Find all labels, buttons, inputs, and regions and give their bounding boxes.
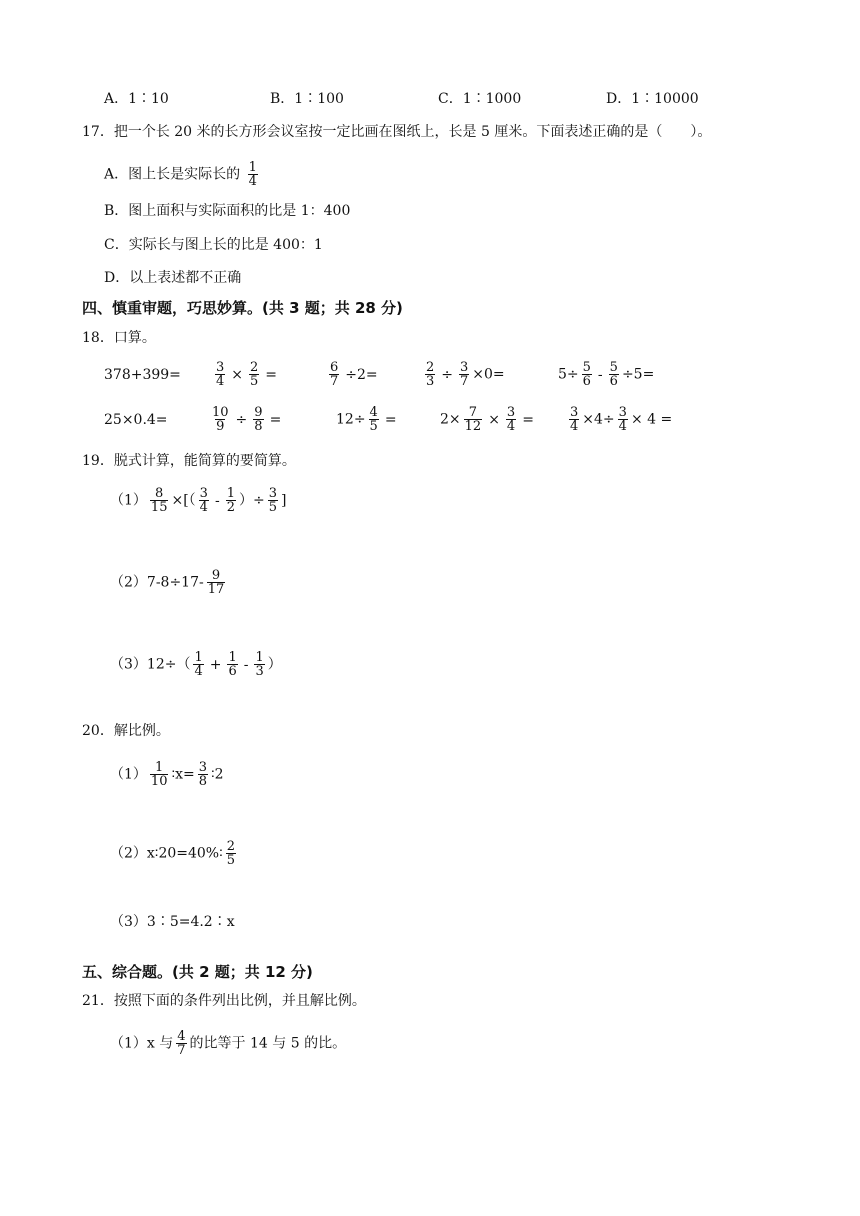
q17-option-b: B．图上面积与实际面积的比是 1：400: [104, 203, 351, 219]
fraction: $\frac{1}{4}$: [194, 650, 203, 679]
q19-part-1: （1） $\frac{8}{15}$ ×[（ $\frac{3}{4}$ - $\frac{1}{2}$ ）÷ $\frac{3}{5}$ ]: [110, 486, 287, 515]
fraction: $\frac{1}{10}$: [150, 760, 168, 789]
q17-stem: 17．把一个长 20 米的长方形会议室按一定比画在图纸上，长是 5 厘米。下面表述正确的是（ ）。: [82, 124, 712, 140]
fraction: $\frac{3}{4}$: [216, 360, 225, 389]
fraction: $\frac{4}{7}$: [177, 1029, 186, 1058]
q17-option-a-text: A．图上长是实际长的: [104, 166, 241, 183]
fraction: $\frac{3}{4}$: [618, 405, 627, 434]
fraction: $\frac{2}{5}$: [250, 360, 259, 389]
fraction: $\frac{2}{5}$: [226, 839, 236, 868]
q18-item-4: $\frac{2}{3}$ ÷ $\frac{3}{7}$ ×0=: [426, 360, 505, 389]
fraction: $\frac{3}{4}$: [570, 405, 579, 434]
q18-item-5: 5÷ $\frac{5}{6}$ - $\frac{5}{6}$ ÷5=: [558, 360, 655, 389]
q17-option-d: D．以上表述都不正确: [104, 270, 242, 286]
section-4-heading: 四、慎重审题，巧思妙算。(共 3 题；共 28 分): [82, 299, 403, 317]
fraction: $\frac{5}{6}$: [582, 360, 591, 389]
q17-option-c: C．实际长与图上长的比是 400：1: [104, 237, 323, 253]
fraction: $\frac{9}{17}$: [207, 568, 225, 597]
fraction: $\frac{1}{4}$: [248, 160, 257, 189]
q16-option-b: B．1∶100: [270, 91, 344, 107]
q19-part-3: （3）12÷（ $\frac{1}{4}$ + $\frac{1}{6}$ - $\frac{1}{3}$ ）: [110, 650, 282, 679]
fraction: $\frac{3}{8}$: [198, 760, 208, 789]
fraction: $\frac{9}{8}$: [254, 405, 263, 434]
q18-item-7: $\frac{10}{9}$ ÷ $\frac{9}{8}$ =: [212, 405, 282, 434]
fraction: $\frac{1}{2}$: [226, 486, 235, 515]
fraction: $\frac{8}{15}$: [150, 486, 168, 515]
fraction: $\frac{1}{3}$: [255, 650, 264, 679]
q19-part-2: （2）7-8÷17- $\frac{9}{17}$: [110, 568, 225, 597]
fraction: $\frac{3}{4}$: [199, 486, 208, 515]
q18-item-8: 12÷ $\frac{4}{5}$ =: [336, 405, 397, 434]
q20-part-1: （1） $\frac{1}{10}$ ∶x= $\frac{3}{8}$ ∶2: [110, 760, 224, 789]
fraction: $\frac{7}{12}$: [464, 405, 482, 434]
fraction: $\frac{6}{7}$: [330, 360, 339, 389]
q21-part-1: （1）x 与 $\frac{4}{7}$ 的比等于 14 与 5 的比。: [110, 1029, 347, 1058]
fraction: $\frac{10}{9}$: [212, 405, 229, 434]
fraction: $\frac{3}{4}$: [506, 405, 516, 434]
fraction: $\frac{4}{5}$: [369, 405, 378, 434]
fraction: $\frac{2}{3}$: [426, 360, 435, 389]
q18-item-10: $\frac{3}{4}$ ×4÷ $\frac{3}{4}$ × 4 =: [570, 405, 673, 434]
q18-item-9: 2× $\frac{7}{12}$ × $\frac{3}{4}$ =: [440, 405, 534, 434]
q21-label: 21．按照下面的条件列出比例，并且解比例。: [82, 993, 366, 1009]
q18-item-2: $\frac{3}{4}$ × $\frac{2}{5}$ =: [216, 360, 278, 389]
q18-item-1: 378+399=: [104, 367, 181, 383]
q19-label: 19．脱式计算，能简算的要简算。: [82, 453, 296, 469]
fraction: $\frac{3}{5}$: [268, 486, 277, 515]
q20-part-3: （3）3∶5=4.2∶x: [110, 914, 235, 930]
q16-option-d: D．1∶10000: [606, 91, 699, 107]
fraction: $\frac{1}{6}$: [228, 650, 237, 679]
section-5-heading: 五、综合题。(共 2 题；共 12 分): [82, 963, 313, 981]
q18-item-6: 25×0.4=: [104, 412, 168, 428]
fraction: $\frac{5}{6}$: [609, 360, 618, 389]
q20-part-2: （2）x∶20=40%∶ $\frac{2}{5}$: [110, 839, 236, 868]
q20-label: 20．解比例。: [82, 723, 170, 739]
q18-label: 18．口算。: [82, 330, 156, 346]
q17-option-a: [104, 161, 261, 188]
fraction: $\frac{3}{7}$: [460, 360, 469, 389]
q16-option-c: C．1∶1000: [438, 91, 522, 107]
q16-option-a: A．1∶10: [104, 91, 169, 107]
q18-item-3: $\frac{6}{7}$ ÷2=: [330, 360, 378, 389]
